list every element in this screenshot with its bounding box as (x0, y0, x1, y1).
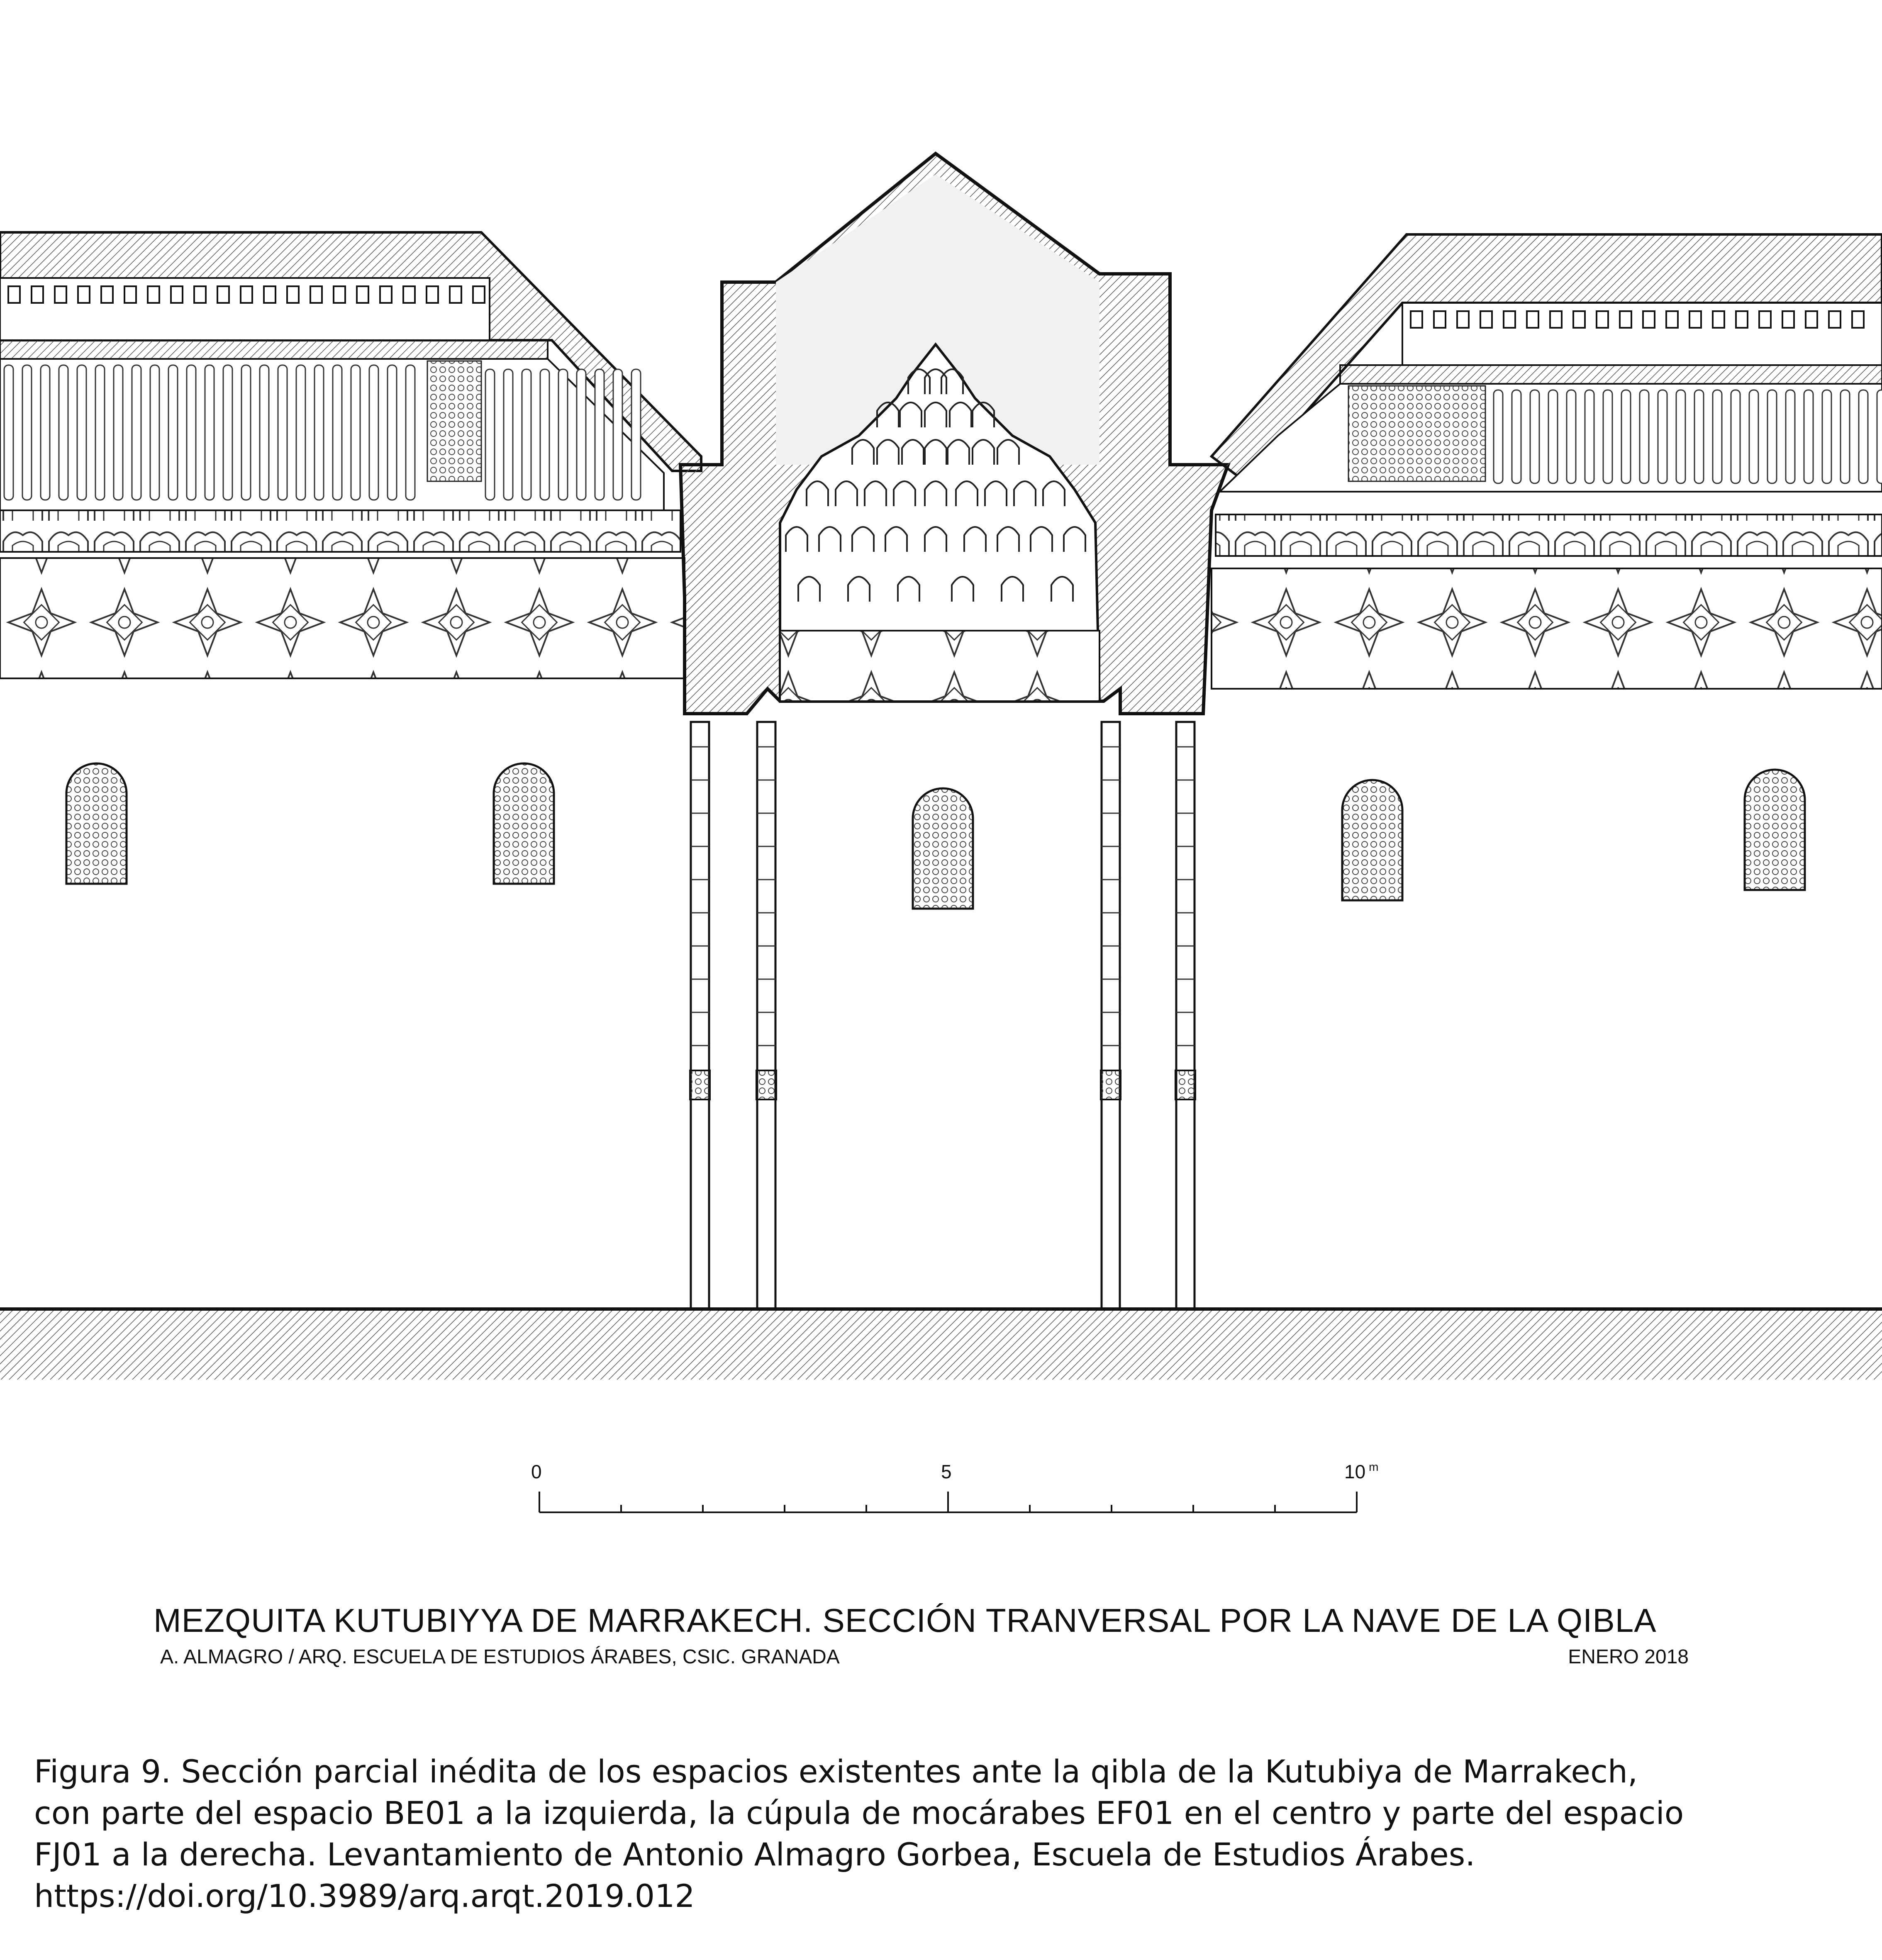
rafter (613, 369, 622, 500)
rafter (314, 365, 324, 500)
rafter (540, 369, 549, 500)
merlon (380, 286, 392, 303)
merlon (1550, 311, 1562, 328)
rafter (296, 365, 305, 500)
rafter (114, 365, 123, 500)
rafter (351, 365, 360, 500)
column (691, 722, 709, 1309)
right-ceiling (1220, 384, 1882, 492)
rafter (1530, 390, 1539, 483)
scale-unit: m (1369, 1460, 1379, 1473)
merlon (241, 286, 252, 303)
rafter (150, 365, 159, 500)
column-capital (756, 1070, 776, 1099)
merlon (1597, 311, 1608, 328)
scale-bar (514, 1452, 1419, 1527)
scale-label-10-value: 10 (1344, 1461, 1366, 1482)
column (1102, 722, 1120, 1309)
merlon (148, 286, 159, 303)
rafter (1713, 390, 1722, 483)
merlon (124, 286, 136, 303)
rafter (1731, 390, 1740, 483)
merlon (1666, 311, 1678, 328)
lattice-window (1745, 770, 1805, 890)
rafter (168, 365, 178, 500)
left-friezes (0, 510, 685, 678)
rafter (1567, 390, 1576, 483)
merlon (357, 286, 368, 303)
rafter (333, 365, 342, 500)
merlon (1480, 311, 1492, 328)
right-friezes (1212, 514, 1882, 689)
windows (66, 763, 1805, 909)
merlon (1736, 311, 1748, 328)
rafter (485, 369, 495, 500)
rafter (223, 365, 232, 500)
merlon (1411, 311, 1422, 328)
merlon (101, 286, 113, 303)
merlon (1713, 311, 1724, 328)
rafter (4, 365, 13, 500)
floor-section (0, 1309, 1882, 1380)
plan-subtitle (154, 1646, 1689, 1670)
scale-label-10 (1344, 1460, 1379, 1483)
rafter (504, 369, 513, 500)
central-dome-section (680, 154, 1228, 714)
merlon (264, 286, 275, 303)
rafter (1494, 390, 1503, 483)
column (1176, 722, 1195, 1309)
caption-line-1: Figura 9. Sección parcial inédita de los espacios existentes ante la qibla de la Kutubiya de Marrakech, (34, 1753, 1638, 1790)
merlon (1620, 311, 1631, 328)
rafter (132, 365, 141, 500)
column-capital (1101, 1070, 1121, 1099)
merlon (1434, 311, 1446, 328)
rafter (1822, 390, 1831, 483)
caption-line-3: FJ01 a la derecha. Levantamiento de Antonio Almagro Gorbea, Escuela de Estudios Árabes. (34, 1836, 1475, 1873)
rafter (595, 369, 604, 500)
merlon (1829, 311, 1841, 328)
merlon (1457, 311, 1469, 328)
merlon (1643, 311, 1655, 328)
merlon (217, 286, 229, 303)
merlon (194, 286, 206, 303)
rafter (369, 365, 378, 500)
rafter (241, 365, 251, 500)
rafter (1859, 390, 1868, 483)
merlon (1806, 311, 1817, 328)
merlon (78, 286, 90, 303)
rafter (1658, 390, 1667, 483)
column (757, 722, 775, 1309)
rafter (1640, 390, 1649, 483)
left-crenellation (8, 286, 485, 303)
merlon (427, 286, 438, 303)
rafter (59, 365, 68, 500)
plan-author: A. ALMAGRO / ARQ. ESCUELA DE ESTUDIOS ÁRABES, CSIC. GRANADA (160, 1646, 840, 1668)
merlon (55, 286, 66, 303)
merlon (1573, 311, 1585, 328)
merlon (1759, 311, 1771, 328)
rafter (260, 365, 269, 500)
merlon (8, 286, 20, 303)
lattice-window (66, 763, 127, 884)
plan-title: MEZQUITA KUTUBIYYA DE MARRAKECH. SECCIÓN TRANVERSAL POR LA NAVE DE LA QIBLA (154, 1602, 1657, 1639)
rafter (278, 365, 287, 500)
rafter (205, 365, 214, 500)
rafter (577, 369, 586, 500)
rafter (1767, 390, 1777, 483)
plan-date: ENERO 2018 (1568, 1646, 1689, 1668)
rafter (631, 369, 641, 500)
rafter (1585, 390, 1594, 483)
merlon (310, 286, 322, 303)
rafter (187, 365, 196, 500)
caption-line-2: con parte del espacio BE01 a la izquierda, la cúpula de mocárabes EF01 en el centro y parte del espacio (34, 1794, 1684, 1831)
rafter (95, 365, 105, 500)
rafter (1786, 390, 1795, 483)
scale-label-0: 0 (531, 1461, 542, 1482)
rafter (558, 369, 568, 500)
rafter (1694, 390, 1704, 483)
rafter (1804, 390, 1813, 483)
rafter (1603, 390, 1612, 483)
merlon (1527, 311, 1538, 328)
rafter (1512, 390, 1521, 483)
merlon (1504, 311, 1515, 328)
merlon (171, 286, 183, 303)
merlon (1782, 311, 1794, 328)
rafter (22, 365, 32, 500)
rafter (1877, 390, 1882, 483)
rafter (522, 369, 531, 500)
merlon (450, 286, 461, 303)
merlon (334, 286, 345, 303)
merlon (1689, 311, 1701, 328)
column-capital (690, 1070, 710, 1099)
rafter (1749, 390, 1758, 483)
merlon (403, 286, 415, 303)
merlon (287, 286, 299, 303)
rafter (406, 365, 415, 500)
lattice-window (913, 788, 973, 909)
rafter (41, 365, 50, 500)
scale-label-5: 5 (941, 1461, 952, 1482)
caption-line-4: https://doi.org/10.3989/arq.arqt.2019.012 (34, 1877, 695, 1914)
lattice-window (494, 763, 554, 884)
rafter (1621, 390, 1631, 483)
lattice-window (1342, 780, 1402, 900)
merlon (32, 286, 43, 303)
rafter (77, 365, 86, 500)
left-ceiling (0, 359, 664, 510)
merlon (1852, 311, 1864, 328)
rafter (1841, 390, 1850, 483)
scale-bar-graphic (514, 1452, 1419, 1527)
title-block (154, 1602, 1689, 1670)
column-capital (1175, 1070, 1195, 1099)
figure-caption (34, 1751, 1860, 1917)
rafter (388, 365, 397, 500)
merlon (473, 286, 485, 303)
rafter (1548, 390, 1558, 483)
rafter (1676, 390, 1685, 483)
